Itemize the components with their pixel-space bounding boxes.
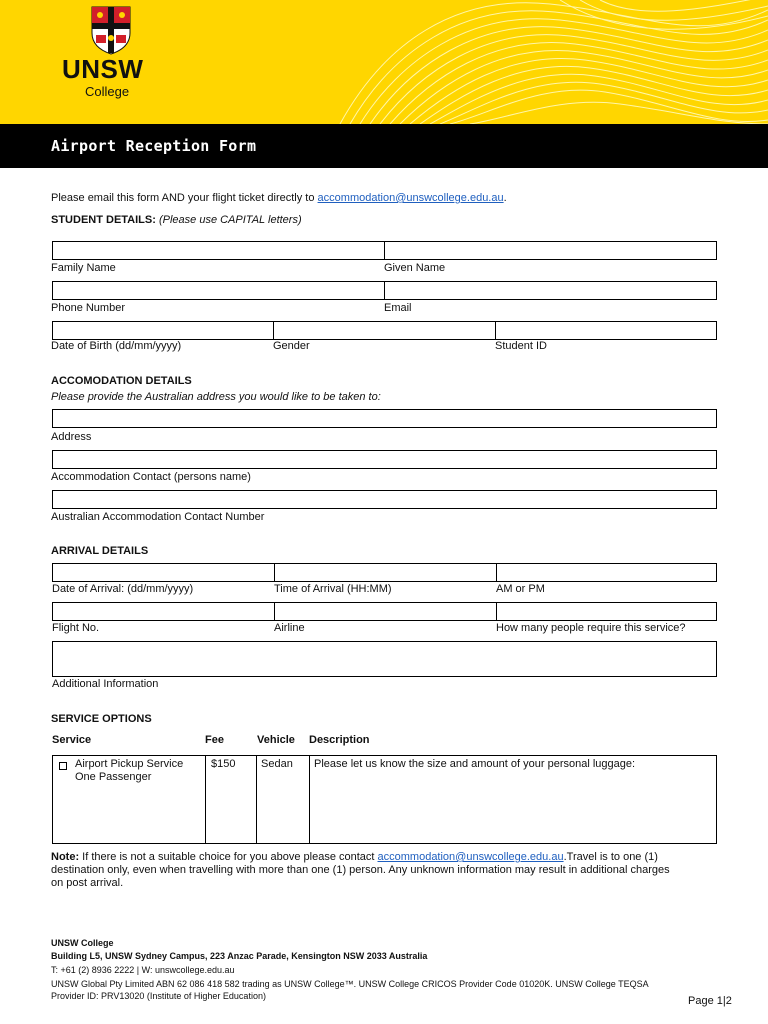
footer-legal-line2: Provider ID: PRV13020 (Institute of Higher Education)	[51, 991, 266, 1001]
service-col-header-vehicle: Vehicle	[257, 734, 295, 746]
footer-address: Building L5, UNSW Sydney Campus, 223 Anzac Parade, Kensington NSW 2033 Australia	[51, 951, 428, 961]
accommodation-contact-number-label: Australian Accommodation Contact Number	[51, 511, 265, 523]
gender-field[interactable]	[273, 321, 496, 340]
arrival-time-field[interactable]	[274, 563, 497, 582]
note-text2: .Travel is to one (1)	[563, 851, 658, 863]
intro-text: Please email this form AND your flight ticket directly to	[51, 192, 318, 204]
ampm-field[interactable]	[496, 563, 717, 582]
accommodation-instruction: Please provide the Australian address you would like to be taken to:	[51, 391, 381, 403]
student-id-field[interactable]	[495, 321, 717, 340]
airline-label: Airline	[274, 622, 305, 634]
page-title: Airport Reception Form	[51, 137, 257, 155]
service-name-line1: Airport Pickup Service	[75, 758, 184, 770]
service-col-header-fee: Fee	[205, 734, 224, 746]
logo-wordmark: UNSW	[62, 54, 144, 84]
gender-label: Gender	[273, 340, 310, 352]
family-name-label: Family Name	[51, 262, 116, 274]
email-label: Email	[384, 302, 412, 314]
note-email-link[interactable]: accommodation@unswcollege.edu.au	[377, 851, 564, 863]
service-name-line2: One Passenger	[75, 771, 152, 783]
student-heading-line	[51, 214, 302, 226]
intro-end: .	[503, 192, 507, 204]
arrival-date-label: Date of Arrival: (dd/mm/yyyy)	[52, 583, 194, 595]
footer-contact: T: +61 (2) 8936 2222 | W: unswcollege.edu.au	[51, 965, 235, 975]
service-heading: SERVICE OPTIONS	[51, 713, 152, 725]
page-header	[0, 0, 768, 124]
family-name-field[interactable]	[52, 241, 385, 260]
student-heading-note: (Please use CAPITAL letters)	[158, 214, 302, 226]
student-id-label: Student ID	[495, 340, 547, 352]
accommodation-contact-name-field[interactable]	[52, 450, 717, 469]
phone-label: Phone Number	[51, 302, 125, 314]
email-field[interactable]	[384, 281, 717, 300]
service-options-table	[52, 755, 717, 844]
footer-legal-line1: UNSW Global Pty Limited ABN 62 086 418 582 trading as UNSW College™. UNSW College CRICOS Provider Code 01020K. UNSW College TEQSA	[51, 979, 649, 989]
table-divider	[309, 756, 310, 843]
given-name-field[interactable]	[384, 241, 717, 260]
accommodation-contact-number-field[interactable]	[52, 490, 717, 509]
intro-email-link[interactable]: accommodation@unswcollege.edu.au	[317, 192, 504, 204]
service-description: Please let us know the size and amount of your personal luggage:	[314, 758, 636, 770]
footer-org: UNSW College	[51, 938, 114, 948]
ampm-label: AM or PM	[496, 583, 545, 595]
student-heading: STUDENT DETAILS:	[51, 214, 156, 226]
additional-info-label: Additional Information	[52, 678, 159, 690]
note-label: Note:	[51, 851, 80, 863]
note-line2: destination only, even when travelling with more than one (1) person. Any unknown information may result in additional charges	[51, 864, 670, 876]
arrival-date-field[interactable]	[52, 563, 275, 582]
service-vehicle: Sedan	[261, 758, 293, 770]
accommodation-contact-name-label: Accommodation Contact (persons name)	[51, 471, 251, 483]
unsw-crest-logo	[90, 5, 132, 55]
accommodation-heading: ACCOMODATION DETAILS	[51, 375, 192, 387]
arrival-heading: ARRIVAL DETAILS	[51, 545, 149, 557]
table-divider	[205, 756, 206, 843]
people-count-field[interactable]	[496, 602, 717, 621]
dob-label: Date of Birth (dd/mm/yyyy)	[51, 340, 182, 352]
title-bar	[0, 124, 768, 168]
service-col-header-service: Service	[52, 734, 92, 746]
airline-field[interactable]	[274, 602, 497, 621]
arrival-time-label: Time of Arrival (HH:MM)	[274, 583, 392, 595]
logo-subtitle: College	[85, 84, 130, 99]
airport-pickup-checkbox[interactable]	[59, 762, 67, 770]
flight-no-field[interactable]	[52, 602, 275, 621]
dob-field[interactable]	[52, 321, 274, 340]
address-field[interactable]	[52, 409, 717, 428]
flight-no-label: Flight No.	[52, 622, 100, 634]
note-line1	[51, 851, 658, 863]
intro-line	[51, 192, 507, 204]
page-number: Page 1|2	[688, 995, 732, 1007]
given-name-label: Given Name	[384, 262, 446, 274]
service-fee: $150	[211, 758, 236, 770]
note-text1: If there is not a suitable choice for you above please contact	[79, 851, 378, 863]
additional-info-field[interactable]	[52, 641, 717, 677]
table-divider	[256, 756, 257, 843]
address-label: Address	[51, 431, 92, 443]
people-count-label: How many people require this service?	[496, 622, 686, 634]
note-line3: on post arrival.	[51, 877, 124, 889]
phone-field[interactable]	[52, 281, 385, 300]
service-col-header-description: Description	[309, 734, 370, 746]
